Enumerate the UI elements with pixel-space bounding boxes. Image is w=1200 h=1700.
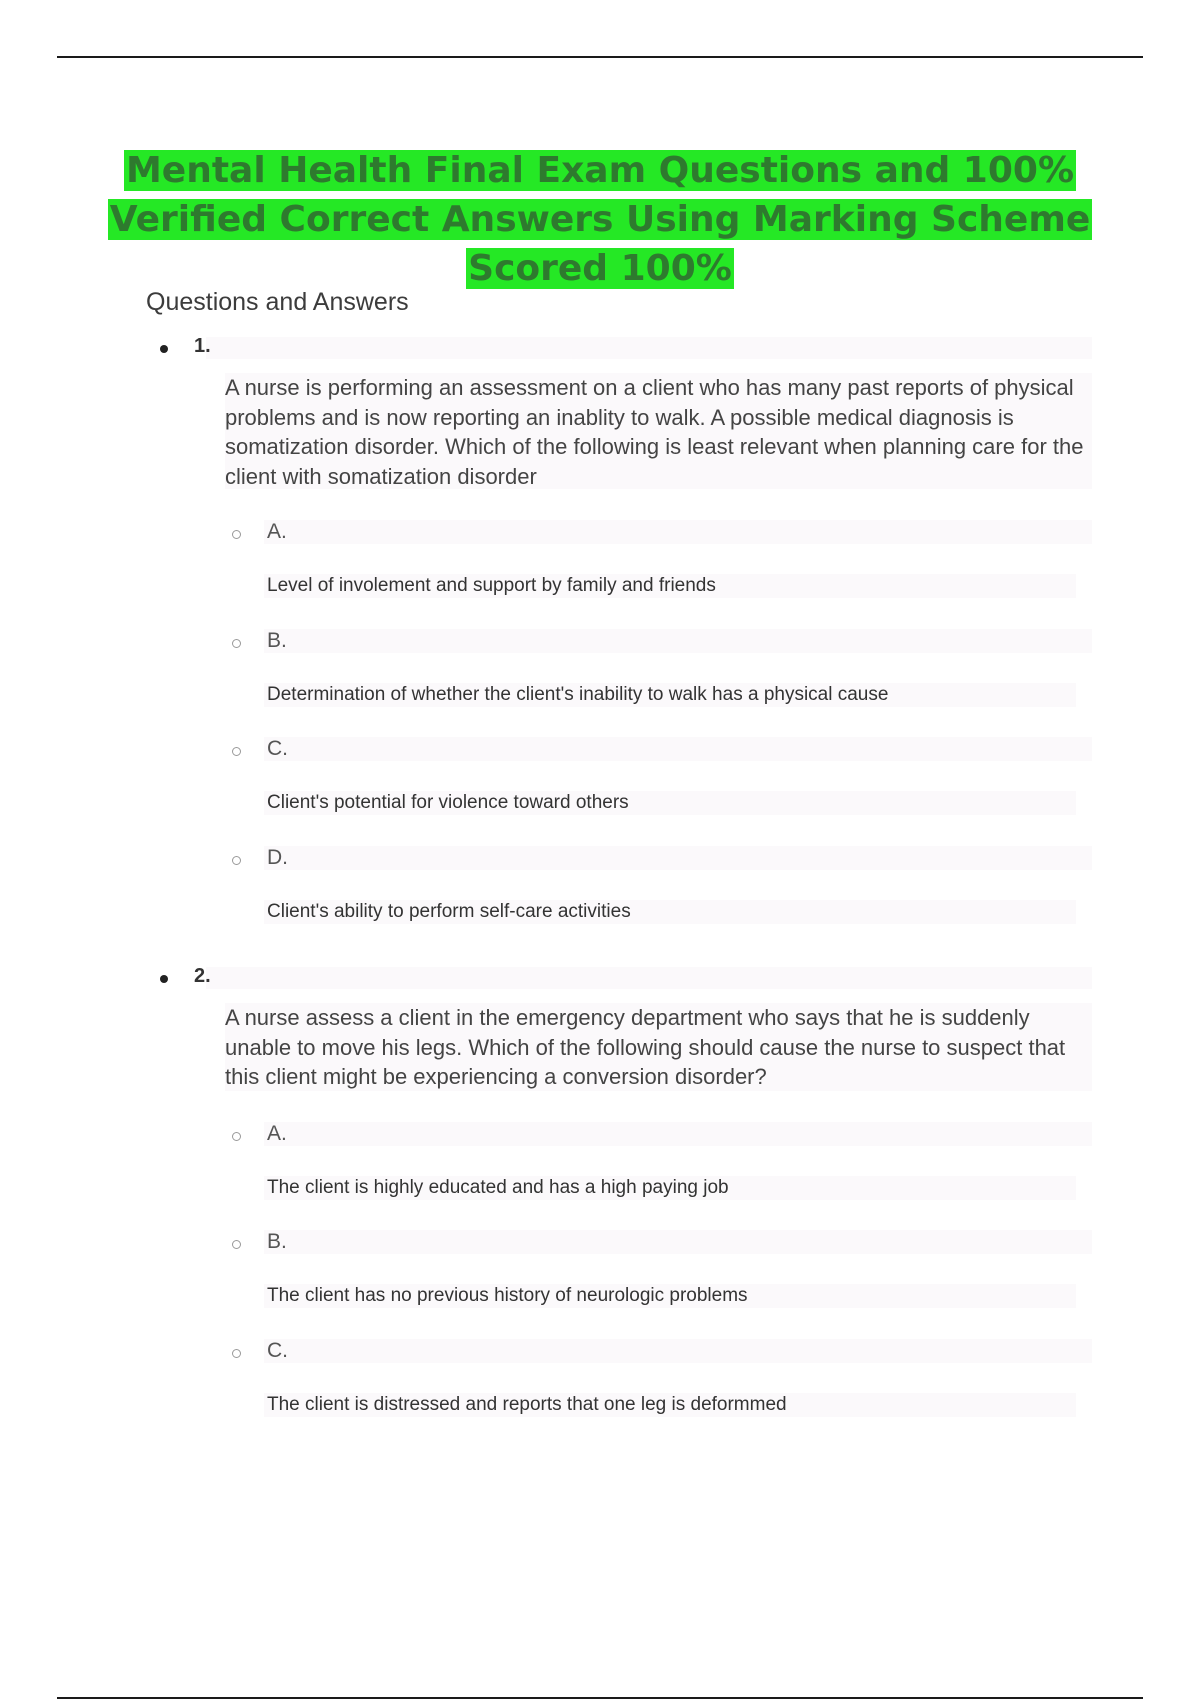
- circle-bullet-icon: [232, 1132, 241, 1141]
- document-title: Mental Health Final Exam Questions and 100% Verified Correct Answers Using Marking Scheme Scored 100%: [109, 150, 1091, 289]
- circle-bullet-icon: [232, 639, 241, 648]
- option-text: The client is distressed and reports that one leg is deformmed: [267, 1394, 787, 1415]
- bullet-icon: [160, 975, 168, 983]
- option-text: Determination of whether the client's inability to walk has a physical cause: [267, 684, 889, 705]
- circle-bullet-icon: [232, 856, 241, 865]
- top-rule: [57, 56, 1143, 58]
- option-text: The client has no previous history of neurologic problems: [267, 1285, 748, 1306]
- circle-bullet-icon: [232, 530, 241, 539]
- answer-option[interactable]: [146, 1339, 1092, 1429]
- option-text: Client's potential for violence toward others: [267, 792, 629, 813]
- bottom-rule: [57, 1697, 1143, 1699]
- answer-option[interactable]: [146, 846, 1092, 936]
- option-letter: C.: [267, 737, 288, 760]
- option-letter: B.: [267, 629, 287, 652]
- option-text: Level of involement and support by family and friends: [267, 575, 716, 596]
- option-letter: A.: [267, 520, 287, 543]
- option-letter: C.: [267, 1339, 288, 1362]
- answer-option[interactable]: [146, 629, 1092, 719]
- option-text: Client's ability to perform self-care activities: [267, 901, 631, 922]
- section-heading: Questions and Answers: [146, 288, 409, 316]
- option-letter: B.: [267, 1230, 287, 1253]
- option-letter: A.: [267, 1122, 287, 1145]
- bullet-icon: [160, 345, 168, 353]
- circle-bullet-icon: [232, 747, 241, 756]
- question-text: A nurse assess a client in the emergency department who says that he is suddenly unable to move his legs. Which of the following should cause the nurse to suspect that this client might be experiencing a conversion disorder?: [225, 1005, 1066, 1089]
- title-block: [100, 146, 1100, 293]
- answer-option[interactable]: [146, 1122, 1092, 1212]
- question-header-bar: [206, 967, 1092, 989]
- question-header-bar: [206, 337, 1092, 359]
- circle-bullet-icon: [232, 1349, 241, 1358]
- question-number: 2.: [194, 965, 211, 987]
- answer-option[interactable]: [146, 520, 1092, 610]
- answer-option[interactable]: [146, 1230, 1092, 1320]
- circle-bullet-icon: [232, 1240, 241, 1249]
- option-letter: D.: [267, 846, 288, 869]
- question-number: 1.: [194, 335, 211, 357]
- question-text: A nurse is performing an assessment on a client who has many past reports of physical problems and is now reporting an inablity to walk. A possible medical diagnosis is somatization disorder. Which of the following is least relevant when planning care for the client with somatization disorder: [225, 375, 1084, 489]
- option-text: The client is highly educated and has a high paying job: [267, 1177, 729, 1198]
- answer-option[interactable]: [146, 737, 1092, 827]
